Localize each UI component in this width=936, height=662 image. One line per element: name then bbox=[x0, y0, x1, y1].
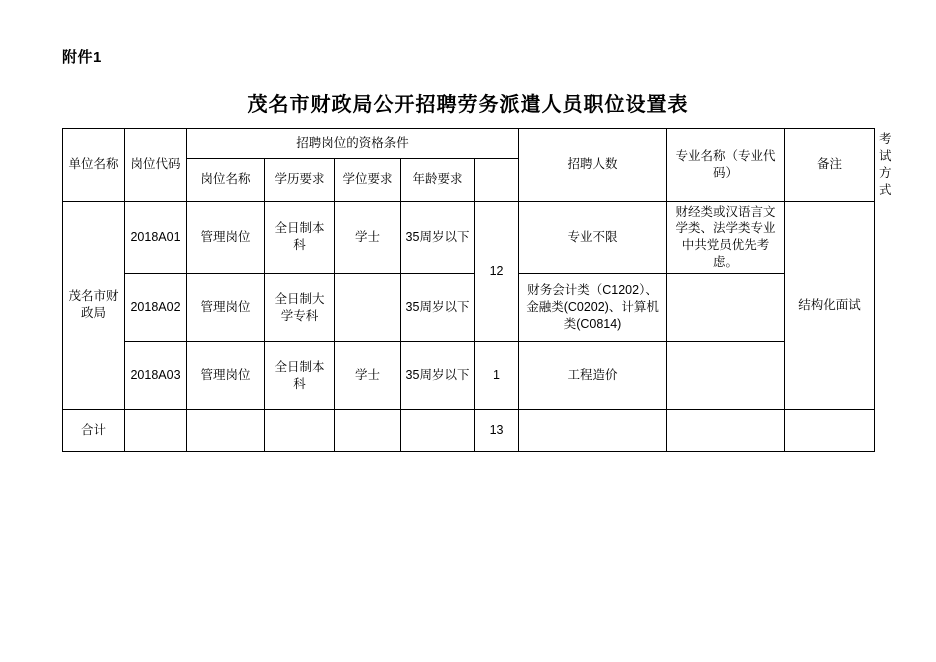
cell-age: 35周岁以下 bbox=[401, 201, 475, 274]
cell-post-name: 管理岗位 bbox=[187, 201, 265, 274]
cell-headcount: 12 bbox=[475, 201, 519, 342]
cell-education: 全日制大学专科 bbox=[265, 274, 335, 342]
cell-age: 35周岁以下 bbox=[401, 342, 475, 410]
cell-degree bbox=[335, 274, 401, 342]
cell-headcount: 1 bbox=[475, 342, 519, 410]
header-remark: 备注 bbox=[785, 129, 875, 202]
table-row bbox=[63, 201, 875, 274]
cell-total-code bbox=[125, 410, 187, 452]
cell-major: 财务会计类（C1202）、金融类(C0202)、计算机类(C0814) bbox=[519, 274, 667, 342]
cell-post-code: 2018A02 bbox=[125, 274, 187, 342]
table-row bbox=[63, 342, 875, 410]
cell-post-name: 管理岗位 bbox=[187, 342, 265, 410]
header-unit-name: 单位名称 bbox=[63, 129, 125, 202]
attachment-label: 附件1 bbox=[62, 49, 102, 66]
cell-post-name: 管理岗位 bbox=[187, 274, 265, 342]
cell-degree: 学士 bbox=[335, 342, 401, 410]
cell-total-major bbox=[519, 410, 667, 452]
cell-total-label: 合计 bbox=[63, 410, 125, 452]
cell-total-headcount: 13 bbox=[475, 410, 519, 452]
header-post-code: 岗位代码 bbox=[125, 129, 187, 202]
cell-degree: 学士 bbox=[335, 201, 401, 274]
header-post-name: 岗位名称 bbox=[187, 158, 265, 201]
header-education: 学历要求 bbox=[265, 158, 335, 201]
cell-remark bbox=[667, 342, 785, 410]
cell-major: 专业不限 bbox=[519, 201, 667, 274]
header-headcount: 招聘人数 bbox=[519, 129, 667, 202]
position-setting-table bbox=[62, 128, 892, 452]
header-degree: 学位要求 bbox=[335, 158, 401, 201]
cell-unit-name: 茂名市财政局 bbox=[63, 201, 125, 410]
cell-post-code: 2018A03 bbox=[125, 342, 187, 410]
cell-remark bbox=[667, 274, 785, 342]
header-age: 年龄要求 bbox=[401, 158, 475, 201]
table-header-row-group: 单位名称 岗位代码 招聘岗位的资格条件 招聘人数 专业名称（专业代码） 备注 考试方式 bbox=[63, 129, 875, 159]
table-total-row bbox=[63, 410, 875, 452]
cell-post-code: 2018A01 bbox=[125, 201, 187, 274]
cell-major: 工程造价 bbox=[519, 342, 667, 410]
table-row bbox=[63, 274, 875, 342]
cell-total-exam-method bbox=[785, 410, 875, 452]
cell-exam-method: 结构化面试 bbox=[785, 201, 875, 410]
cell-education: 全日制本科 bbox=[265, 201, 335, 274]
cell-total-post-name bbox=[187, 410, 265, 452]
cell-total-age bbox=[401, 410, 475, 452]
header-qualification-group: 招聘岗位的资格条件 bbox=[187, 129, 519, 159]
cell-total-remark bbox=[667, 410, 785, 452]
cell-total-degree bbox=[335, 410, 401, 452]
cell-remark: 财经类或汉语言文学类、法学类专业中共党员优先考虑。 bbox=[667, 201, 785, 274]
page-title: 茂名市财政局公开招聘劳务派遣人员职位设置表 bbox=[247, 94, 689, 116]
cell-education: 全日制本科 bbox=[265, 342, 335, 410]
cell-age: 35周岁以下 bbox=[401, 274, 475, 342]
cell-total-education bbox=[265, 410, 335, 452]
header-major: 专业名称（专业代码） bbox=[667, 129, 785, 202]
